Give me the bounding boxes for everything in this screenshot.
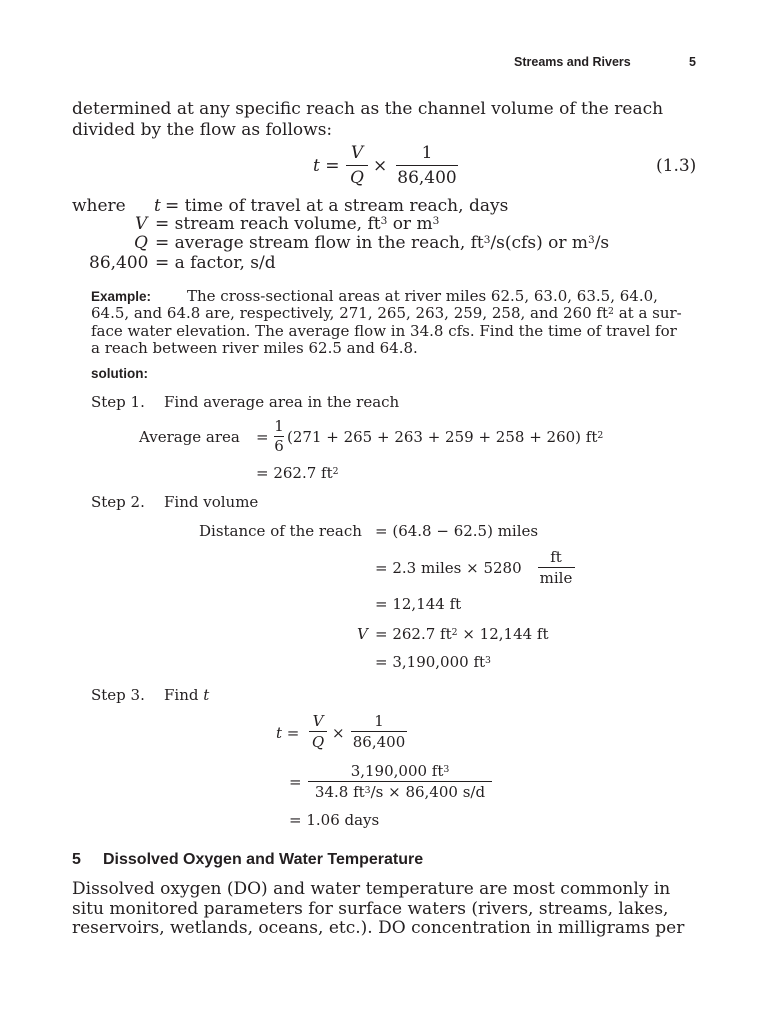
- closing-line-2: situ monitored parameters for surface waters (rivers, streams, lakes,: [72, 899, 669, 919]
- running-header-title: Streams and Rivers: [514, 55, 631, 69]
- example-label: Example:: [91, 289, 152, 304]
- closing-line-1: Dissolved oxygen (DO) and water temperature are most commonly in: [72, 879, 671, 899]
- equation-number: (1.3): [656, 156, 697, 176]
- page-number: 5: [689, 55, 696, 69]
- intro-line-2: divided by the flow as follows:: [72, 120, 333, 140]
- intro-line-1: determined at any specific reach as the channel volume of the reach: [72, 99, 664, 119]
- solution-label: solution:: [91, 366, 148, 381]
- closing-line-3: reservoirs, wetlands, oceans, etc.). DO concentration in milligrams per: [72, 918, 685, 938]
